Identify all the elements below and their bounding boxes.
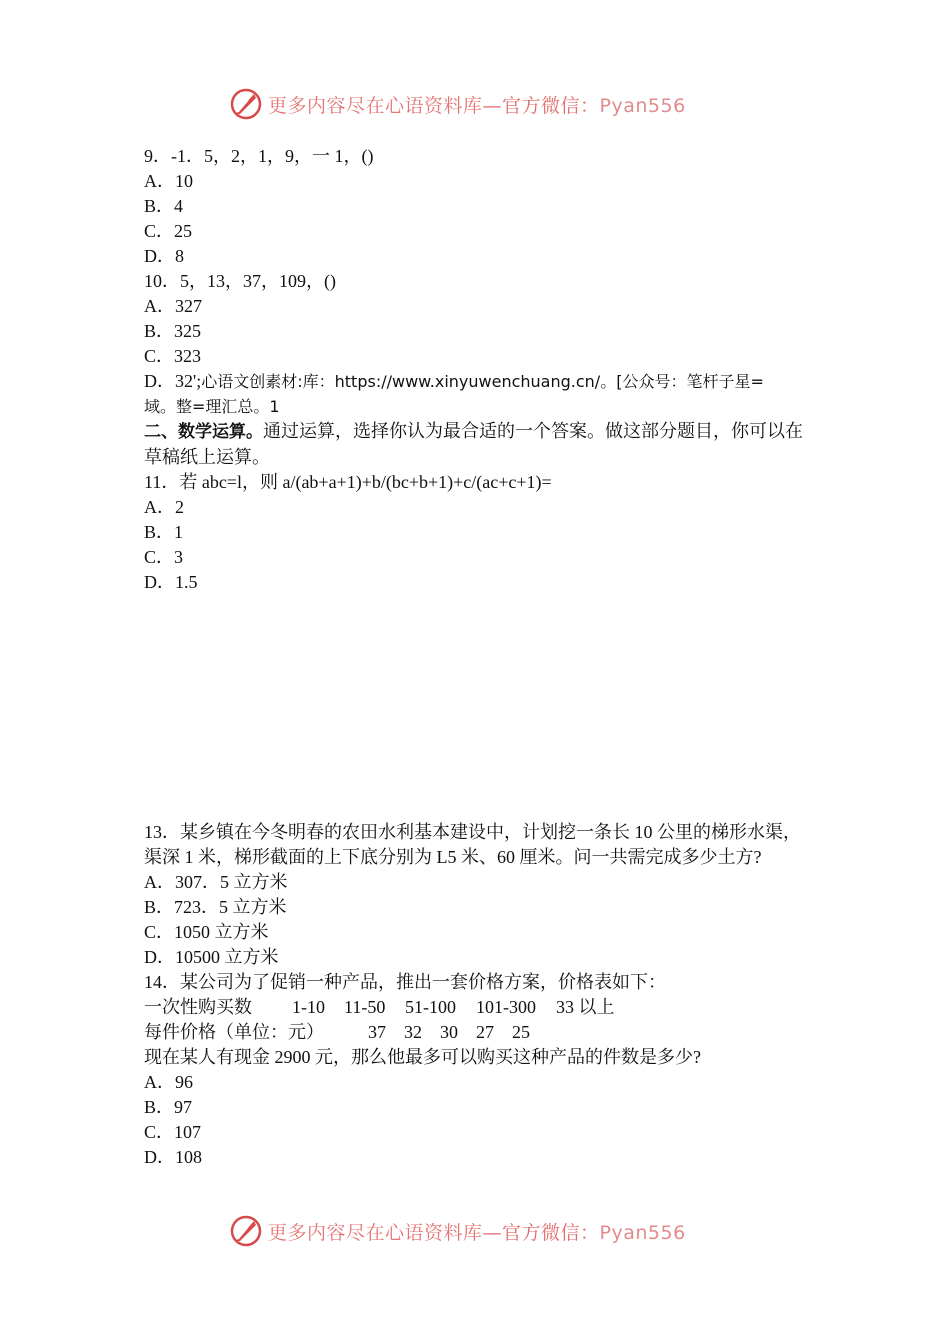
price-table-cell: 30 — [440, 1022, 458, 1042]
price-table-cell: 32 — [404, 1022, 422, 1042]
price-table-cell: 37 — [368, 1022, 386, 1042]
question-14-option-d: D．108 — [144, 1147, 202, 1167]
watermark-wechat-id: Pyan556 — [599, 94, 686, 117]
watermark-footer — [228, 1211, 748, 1251]
question-14-option-b: B．97 — [144, 1097, 193, 1117]
price-table-cell: 101-300 — [476, 997, 536, 1017]
price-table-row-price — [144, 1020, 810, 1045]
question-13-stem: 13．某乡镇在今冬明春的农田水利基本建设中，计划挖一条长 10 公里的梯形水渠，渠深 1 米，梯形截面的上下底分别为 L5 米、60 厘米。问一共需完成多少土方? — [144, 822, 801, 867]
question-14-option-a: A．96 — [144, 1072, 193, 1092]
watermark-text — [268, 91, 686, 118]
question-10-ad-text: 心语文创素材:库：https://www.xinyuwenchuang.cn/。[公众号：笔杆子星= — [201, 372, 764, 391]
question-11-option-c: C．3 — [144, 547, 184, 567]
question-10-stem: 10．5，13，37，109，() — [144, 271, 336, 291]
question-11-stem: 11．若 abc=l，则 a/(ab+a+1)+b/(bc+b+1)+c/(ac+c+1)= — [144, 472, 552, 492]
quill-logo-icon — [228, 1213, 264, 1249]
question-14-option-c: C．107 — [144, 1122, 202, 1142]
section-2-instruction: 通过运算，选择你认为最合适的一个答案。做这部分题目，你可以在草稿纸上运算。 — [144, 421, 803, 467]
question-9-stem: 9．-1．5，2，1，9，一 1，() — [144, 146, 374, 166]
watermark-dash: — — [482, 1221, 503, 1244]
question-13-option-d: D．10500 立方米 — [144, 947, 279, 967]
price-table-price-label: 每件价格（单位：元） — [144, 1022, 324, 1042]
watermark-wechat-label: 官方微信： — [502, 1221, 600, 1244]
question-13-option-a: A．307．5 立方米 — [144, 872, 288, 892]
price-table-cell: 33 以上 — [556, 997, 615, 1017]
watermark-dash: — — [482, 94, 503, 117]
quill-logo-icon — [228, 86, 264, 122]
question-10-option-d-tail: 域。整=理汇总。1 — [144, 397, 280, 416]
document-body — [144, 144, 810, 1170]
price-table-row-quantity — [144, 995, 810, 1020]
question-11-option-a: A．2 — [144, 497, 184, 517]
watermark-brand: 更多内容尽在心语资料库 — [268, 94, 483, 117]
blank-space — [144, 595, 810, 820]
price-table-cell: 27 — [476, 1022, 494, 1042]
question-10-option-d — [144, 369, 810, 394]
question-9-option-a: A．10 — [144, 171, 193, 191]
question-10-option-b: B．325 — [144, 321, 202, 341]
question-14-question: 现在某人有现金 2900 元，那么他最多可以购买这种产品的件数是多少? — [144, 1047, 701, 1067]
price-table-quantity-label: 一次性购买数 — [144, 997, 252, 1017]
question-13-option-c: C．1050 立方米 — [144, 922, 269, 942]
section-2-intro — [144, 419, 810, 470]
watermark-text — [268, 1218, 686, 1245]
watermark-brand: 更多内容尽在心语资料库 — [268, 1221, 483, 1244]
section-2-heading: 二、数学运算。 — [144, 422, 263, 442]
question-10-option-d-prefix: D．32'; — [144, 371, 202, 391]
price-table-cell: 11-50 — [344, 997, 386, 1017]
watermark-wechat-id: Pyan556 — [599, 1221, 686, 1244]
question-11-option-b: B．1 — [144, 522, 184, 542]
question-14-stem: 14．某公司为了促销一种产品，推出一套价格方案，价格表如下： — [144, 972, 666, 992]
question-10-option-c: C．323 — [144, 346, 202, 366]
question-13-option-b: B．723．5 立方米 — [144, 897, 287, 917]
price-table-cell: 25 — [512, 1022, 530, 1042]
question-9-option-c: C．25 — [144, 221, 193, 241]
watermark-header — [228, 84, 748, 124]
watermark-wechat-label: 官方微信： — [502, 94, 600, 117]
question-9-option-d: D．8 — [144, 246, 184, 266]
question-9-option-b: B．4 — [144, 196, 184, 216]
price-table-cell: 51-100 — [405, 997, 456, 1017]
question-11-option-d: D．1.5 — [144, 572, 198, 592]
price-table-cell: 1-10 — [292, 997, 325, 1017]
question-10-option-a: A．327 — [144, 296, 202, 316]
